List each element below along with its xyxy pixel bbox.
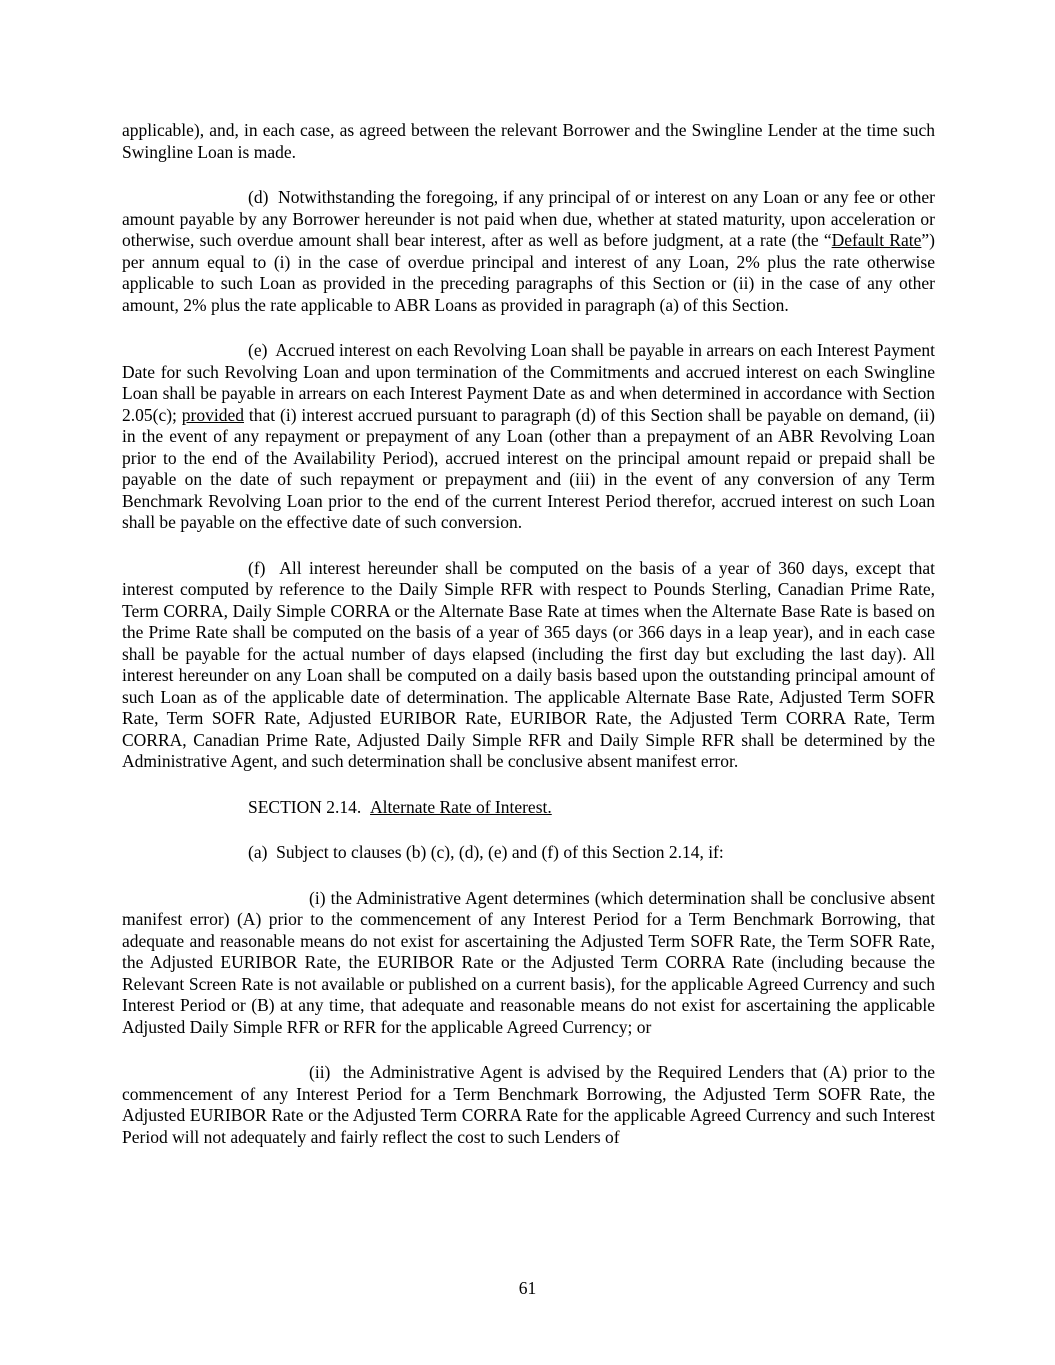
section-number: SECTION 2.14. [248, 796, 371, 817]
paragraph-d-text-pre: (d) Notwithstanding the foregoing, if any principal of or interest on any Loan or any fee or other amount payable by any Borrower hereunder is not paid when due, whether at stated maturity, upon acceleration or otherwise, such overdue amount shall bear interest, after as well as before judgment, at a rate (the “ [122, 187, 935, 250]
clause-ii-text: (ii) the Administrative Agent is advised by the Required Lenders that (A) prior to the commencement of any Interest Period for a Term Benchmark Borrowing, the Adjusted Term SOFR Rate, the Adjusted EURIBOR Rate or the Adjusted Term CORRA Rate for the applicable Agreed Currency and such Interest Period will not adequately and fairly reflect the cost to such Lenders of [122, 1062, 935, 1147]
paragraph-a [122, 842, 935, 864]
paragraph-f-text: (f) All interest hereunder shall be computed on the basis of a year of 360 days, except that interest computed by reference to the Daily Simple RFR with respect to Pounds Sterling, Canadian Prime Rate, Term CORRA, Daily Simple CORRA or the Alternate Base Rate at times when the Alternate Base Rate is based on the Prime Rate shall be computed on the basis of a year of 365 days (or 366 days in a leap year), and in each case shall be payable for the actual number of days elapsed (including the first day but excluding the last day). All interest hereunder on any Loan shall be computed on a daily basis based upon the outstanding principal amount of such Loan as of the applicable date of determination. The applicable Alternate Base Rate, Adjusted Term SOFR Rate, Term SOFR Rate, Adjusted EURIBOR Rate, EURIBOR Rate, the Adjusted Term CORRA Rate, Term CORRA, Canadian Prime Rate, Adjusted Daily Simple RFR and Daily Simple RFR shall be determined by the Administrative Agent, and such determination shall be conclusive absent manifest error. [122, 557, 935, 771]
paragraph-a-text: (a) Subject to clauses (b) (c), (d), (e) and (f) of this Section 2.14, if: [248, 842, 724, 862]
paragraph-f [122, 558, 935, 773]
clause-i [122, 888, 935, 1039]
paragraph-e [122, 340, 935, 534]
default-rate-term: Default Rate [831, 230, 922, 250]
paragraph-continuation-text: applicable), and, in each case, as agreed between the relevant Borrower and the Swingline Lender at the time such Swingline Loan is made. [122, 120, 935, 162]
paragraph-d [122, 187, 935, 316]
clause-i-text: (i) the Administrative Agent determines (which determination shall be conclusive absent manifest error) (A) prior to the commencement of any Interest Period for a Term Benchmark Borrowing, that adequate and reasonable means do not exist for ascertaining the Adjusted Term SOFR Rate, the Term SOFR Rate, the Adjusted EURIBOR Rate, the EURIBOR Rate or the Adjusted Term CORRA Rate (including because the Relevant Screen Rate is not available or published on a current basis), for the applicable Agreed Currency and such Interest Period or (B) at any time, that adequate and reasonable means do not exist for ascertaining the applicable Adjusted Daily Simple RFR or RFR for the applicable Agreed Currency; or [122, 887, 935, 1037]
page-content [122, 120, 935, 1172]
paragraph-e-text-pre: (e) Accrued interest on each Revolving Loan shall be payable in arrears on each Interest Payment Date for such Revolving Loan and upon termination of the Commitments and accrued interest on each Swingline Loan shall be payable in arrears on each Interest Payment Date as and when determined in accordance with Section 2.05(c); [122, 340, 935, 425]
provided-term: provided [181, 404, 245, 425]
section-title: Alternate Rate of Interest. [370, 796, 552, 817]
section-heading [122, 797, 935, 819]
clause-ii [122, 1062, 935, 1148]
paragraph-continuation [122, 120, 935, 163]
paragraph-e-text-post: that (i) interest accrued pursuant to paragraph (d) of this Section shall be payable on demand, (ii) in the event of any repayment or prepayment of any Loan (other than a prepayment of an ABR Revolving Loan prior to the end of the Availability Period), accrued interest on the principal amount repaid or prepaid shall be payable on the date of such repayment or prepayment and (iii) in the event of any conversion of any Term Benchmark Revolving Loan prior to the end of the current Interest Period therefor, accrued interest on such Loan shall be payable on the effective date of such conversion. [122, 404, 935, 532]
page-number: 61 [518, 1278, 537, 1298]
paragraph-d-text-post: ”) per annum equal to (i) in the case of overdue principal and interest of any Loan, 2% plus the rate otherwise applicable to such Loan as provided in the preceding paragraphs of this Section or (ii) in the case of any other amount, 2% plus the rate applicable to ABR Loans as provided in paragraph (a) of this Section. [122, 230, 935, 315]
